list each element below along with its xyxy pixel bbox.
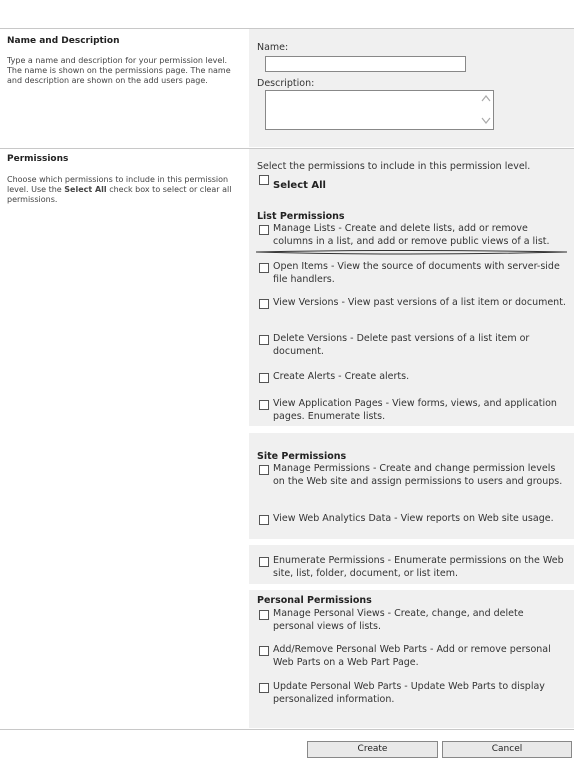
permissions-desc-bold: Select All	[64, 185, 107, 194]
view-versions-checkbox[interactable]	[259, 299, 269, 309]
permissions-instruction: Select the permissions to include in this permission level.	[257, 161, 531, 172]
view-web-analytics-label: View Web Analytics Data - View reports on Web site usage.	[273, 513, 554, 524]
personal-permissions-title: Personal Permissions	[257, 595, 372, 606]
enumerate-permissions-label: Enumerate Permissions - Enumerate permissions on the Web site, list, folder, document, or list item.	[273, 555, 564, 579]
manage-lists-checkbox[interactable]	[259, 225, 269, 235]
view-versions-label: View Versions - View past versions of a list item or document.	[273, 297, 566, 308]
delete-versions-label: Delete Versions - Delete past versions of a list item or document.	[273, 333, 530, 357]
manage-personal-views-label: Manage Personal Views - Create, change, and delete personal views of lists.	[273, 608, 524, 632]
name-section-title: Name and Description	[7, 36, 120, 46]
update-personal-web-parts-checkbox[interactable]	[259, 683, 269, 693]
permissions-section-title: Permissions	[7, 154, 69, 164]
description-textarea[interactable]	[265, 90, 494, 130]
site-permissions-title: Site Permissions	[257, 451, 347, 462]
open-items-label: Open Items - View the source of documents with server-side file handlers.	[273, 261, 560, 285]
description-label: Description:	[257, 78, 315, 89]
view-application-pages-label: View Application Pages - View forms, views, and application pages. Enumerate lists.	[273, 398, 557, 422]
manage-personal-views-checkbox[interactable]	[259, 610, 269, 620]
permissions-desc-part1: Choose which permissions to include in this permission level. Use the	[7, 175, 229, 194]
open-items-checkbox[interactable]	[259, 263, 269, 273]
manage-permissions-checkbox[interactable]	[259, 465, 269, 475]
select-all-label: Select All	[273, 180, 326, 191]
view-web-analytics-checkbox[interactable]	[259, 515, 269, 525]
delete-versions-checkbox[interactable]	[259, 335, 269, 345]
add-remove-personal-web-parts-checkbox[interactable]	[259, 646, 269, 656]
textarea-scrollbar[interactable]	[479, 91, 493, 129]
hand-drawn-underline	[254, 248, 570, 256]
permissions-section-description	[7, 175, 239, 205]
name-input[interactable]	[265, 56, 466, 72]
add-remove-personal-web-parts-label: Add/Remove Personal Web Parts - Add or remove personal Web Parts on a Web Part Page.	[273, 644, 551, 668]
view-application-pages-checkbox[interactable]	[259, 400, 269, 410]
name-section-description: Type a name and description for your permission level. The name is shown on the permissions page. The name and description are shown on the add users page.	[7, 56, 231, 85]
scroll-arrows-icon	[479, 91, 493, 129]
manage-lists-label: Manage Lists - Create and delete lists, add or remove columns in a list, and add or remove public views of a list.	[273, 223, 550, 247]
create-button[interactable]: Create	[307, 741, 438, 758]
create-alerts-label: Create Alerts - Create alerts.	[273, 371, 410, 382]
manage-permissions-label: Manage Permissions - Create and change permission levels on the Web site and assign permissions to users and groups.	[273, 463, 563, 487]
bottom-divider	[0, 729, 574, 730]
select-all-checkbox[interactable]	[259, 175, 269, 185]
permissions-desc-part2: check box to select or clear all permissions.	[7, 185, 232, 204]
create-alerts-checkbox[interactable]	[259, 373, 269, 383]
update-personal-web-parts-label: Update Personal Web Parts - Update Web Parts to display personalized information.	[273, 681, 545, 705]
cancel-button[interactable]: Cancel	[442, 741, 572, 758]
name-label: Name:	[257, 42, 289, 53]
list-permissions-title: List Permissions	[257, 211, 345, 222]
enumerate-permissions-checkbox[interactable]	[259, 557, 269, 567]
